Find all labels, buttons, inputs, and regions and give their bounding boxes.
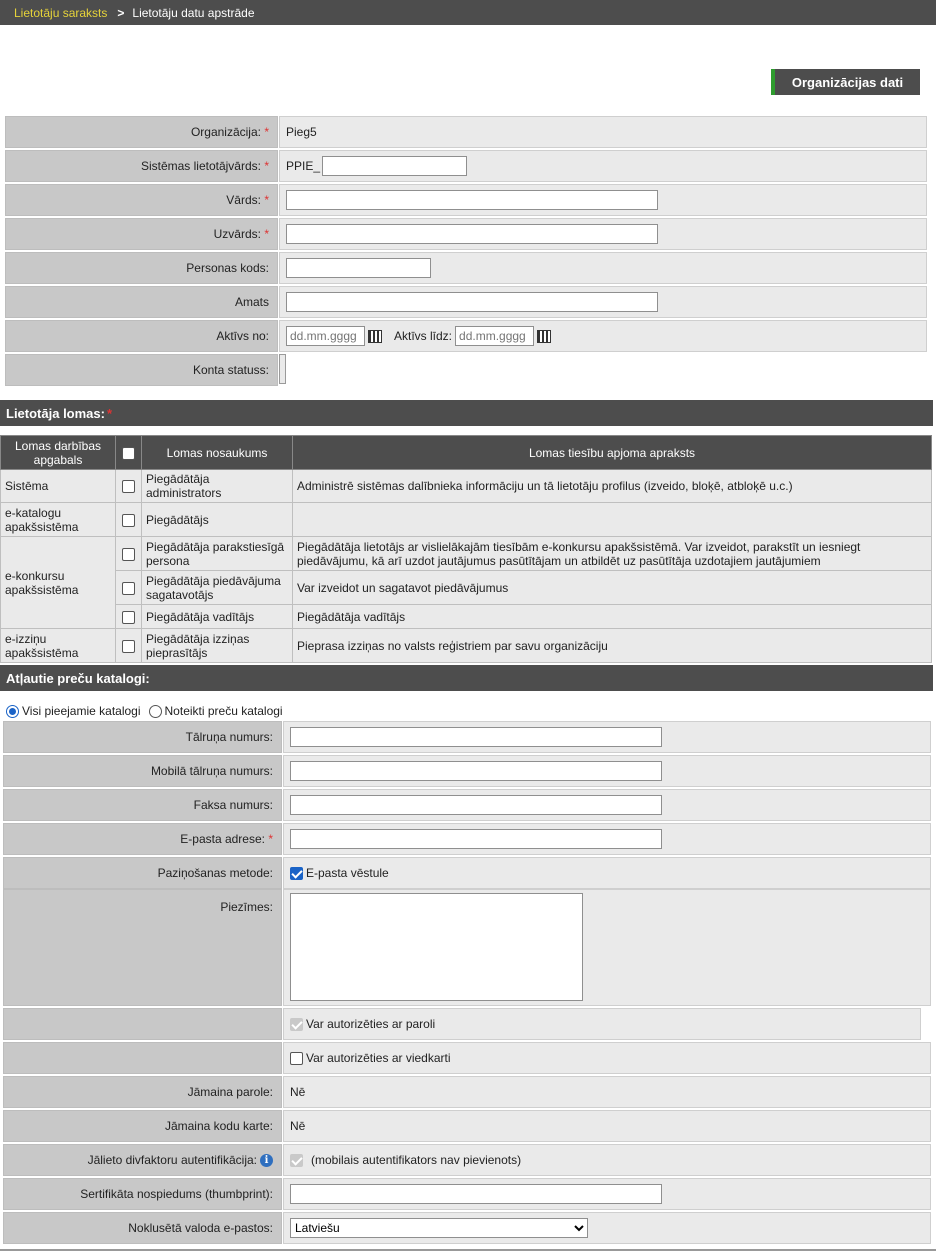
- fax-row: [3, 789, 931, 821]
- table-row: [1, 605, 932, 629]
- role-name: Piegādātāja vadītājs: [142, 605, 293, 629]
- breadcrumb-separator: >: [117, 5, 125, 20]
- username-label: Sistēmas lietotājvārds:: [140, 159, 261, 173]
- username-input[interactable]: [322, 156, 467, 176]
- account-status-row: [5, 354, 927, 386]
- email-input[interactable]: [290, 829, 662, 849]
- table-row: [1, 571, 932, 605]
- info-icon[interactable]: i: [260, 1154, 273, 1167]
- calendar-icon[interactable]: [368, 330, 382, 343]
- notes-label: Piezīmes:: [220, 900, 273, 914]
- role-name: Piegādātāja piedāvājuma sagatavotājs: [142, 571, 293, 605]
- two-factor-checkbox: [290, 1154, 303, 1167]
- change-password-row: [3, 1076, 931, 1108]
- position-input[interactable]: [286, 292, 658, 312]
- notify-email-label: E-pasta vēstule: [306, 866, 389, 880]
- roles-table: [0, 435, 932, 663]
- fax-label: Faksa numurs:: [193, 798, 273, 812]
- mobile-label: Mobilā tālruņa numurs:: [150, 764, 273, 778]
- change-code-card-label: Jāmaina kodu karte:: [164, 1119, 273, 1133]
- mobile-row: [3, 755, 931, 787]
- username-row: [5, 150, 927, 182]
- role-area: Sistēma: [1, 470, 116, 503]
- phone-input[interactable]: [290, 727, 662, 747]
- phone-label: Tālruņa numurs:: [185, 730, 273, 744]
- active-from-input[interactable]: [286, 326, 365, 346]
- position-label: Amats: [234, 295, 269, 309]
- auth-card-label: Var autorizēties ar viedkarti: [306, 1051, 451, 1065]
- language-select[interactable]: [290, 1218, 588, 1238]
- first-name-row: [5, 184, 927, 216]
- email-label: E-pasta adrese:: [180, 832, 265, 846]
- role-area: e-izziņu apakšsistēma: [1, 629, 116, 663]
- role-description: Pieprasa izziņas no valsts reģistriem par savu organizāciju: [293, 629, 932, 663]
- table-row: [1, 537, 932, 571]
- account-status-label: Konta statuss:: [192, 363, 269, 377]
- table-row: [1, 470, 932, 503]
- notify-email-checkbox[interactable]: [290, 867, 303, 880]
- thumbprint-input[interactable]: [290, 1184, 662, 1204]
- required-mark: *: [264, 125, 269, 139]
- two-factor-note: (mobilais autentifikators nav pievienots): [311, 1153, 522, 1167]
- active-to-label: Aktīvs līdz:: [394, 329, 453, 343]
- roles-section-header: [0, 400, 933, 426]
- auth-password-row: [3, 1008, 921, 1040]
- two-factor-label: Jālieto divfaktoru autentifikācija:: [87, 1153, 257, 1167]
- change-code-card-row: [3, 1110, 931, 1142]
- email-row: [3, 823, 931, 855]
- last-name-label: Uzvārds:: [213, 227, 261, 241]
- organization-value: Pieg5: [286, 125, 317, 139]
- language-row: [3, 1212, 931, 1244]
- radio-all-catalogs-label[interactable]: Visi pieejamie katalogi: [22, 704, 141, 718]
- notify-row: [3, 857, 931, 889]
- organization-data-button[interactable]: Organizācijas dati: [771, 69, 920, 95]
- username-prefix: PPIE_: [286, 159, 321, 173]
- catalog-options: [6, 703, 283, 719]
- account-status-value: [279, 354, 286, 384]
- personal-code-input[interactable]: [286, 258, 431, 278]
- role-description: [293, 503, 932, 537]
- select-all-checkbox[interactable]: [122, 447, 135, 460]
- active-period-row: [5, 320, 927, 352]
- first-name-input[interactable]: [286, 190, 658, 210]
- catalogs-section-title: Atļautie preču katalogi:: [6, 670, 150, 686]
- phone-row: [3, 721, 931, 753]
- role-name: Piegādātājs: [142, 503, 293, 537]
- calendar-icon[interactable]: [537, 330, 551, 343]
- change-code-card-value: Nē: [290, 1119, 306, 1133]
- role-checkbox[interactable]: [122, 611, 135, 624]
- breadcrumb-current: Lietotāju datu apstrāde: [132, 5, 255, 20]
- table-row: [1, 629, 932, 663]
- fax-input[interactable]: [290, 795, 662, 815]
- role-area: e-katalogu apakšsistēma: [1, 503, 116, 537]
- header-role-name: Lomas nosaukums: [142, 436, 293, 470]
- required-mark: *: [264, 227, 269, 241]
- thumbprint-label: Sertifikāta nospiedums (thumbprint):: [80, 1187, 273, 1201]
- table-row: [1, 503, 932, 537]
- breadcrumb: [0, 0, 936, 25]
- auth-card-row: [3, 1042, 931, 1074]
- active-from-label: Aktīvs no:: [216, 329, 269, 343]
- auth-password-label: Var autorizēties ar paroli: [306, 1017, 436, 1031]
- catalogs-section-header: [0, 665, 933, 691]
- thumbprint-row: [3, 1178, 931, 1210]
- radio-all-catalogs[interactable]: [6, 705, 19, 718]
- header-role-description: Lomas tiesību apjoma apraksts: [293, 436, 932, 470]
- radio-specific-catalogs-label[interactable]: Noteikti preču katalogi: [164, 704, 283, 718]
- required-mark: *: [106, 405, 113, 421]
- notify-label: Paziņošanas metode:: [157, 866, 273, 880]
- role-checkbox[interactable]: [122, 548, 135, 561]
- auth-password-checkbox: [290, 1018, 303, 1031]
- bottom-divider: [0, 1249, 936, 1251]
- role-checkbox[interactable]: [122, 640, 135, 653]
- role-name: Piegādātāja parakstiesīgā persona: [142, 537, 293, 571]
- change-password-value: Nē: [290, 1085, 306, 1099]
- breadcrumb-link-user-list[interactable]: Lietotāju saraksts: [14, 5, 108, 20]
- role-area: e-konkursu apakšsistēma: [1, 537, 116, 629]
- role-name: Piegādātāja administrators: [142, 470, 293, 503]
- personal-code-row: [5, 252, 927, 284]
- role-checkbox[interactable]: [122, 514, 135, 527]
- role-description: Piegādātāja lietotājs ar vislielākajām tiesībām e-konkursu apakšsistēmā. Var izveidot, parakstīt un iesniegt piedāvājumu, kā arī uzdot jautājumus pasūtītājam un atbildēt uz pasūtītāja uzdotajiem jautājumiem: [293, 537, 932, 571]
- role-description: Var izveidot un sagatavot piedāvājumus: [293, 571, 932, 605]
- auth-card-checkbox[interactable]: [290, 1052, 303, 1065]
- change-password-label: Jāmaina parole:: [187, 1085, 273, 1099]
- header-area: Lomas darbības apgabals: [1, 436, 116, 470]
- position-row: [5, 286, 927, 318]
- required-mark: *: [268, 832, 273, 846]
- notes-row: [3, 889, 931, 1006]
- organization-row: [5, 116, 927, 148]
- last-name-row: [5, 218, 927, 250]
- role-checkbox[interactable]: [122, 582, 135, 595]
- two-factor-row: [3, 1144, 931, 1176]
- required-mark: *: [264, 193, 269, 207]
- role-description: Administrē sistēmas dalībnieka informāciju un tā lietotāju profilus (izveido, bloķē, atbloķē u.c.): [293, 470, 932, 503]
- personal-code-label: Personas kods:: [186, 261, 269, 275]
- required-mark: *: [264, 159, 269, 173]
- role-description: Piegādātāja vadītājs: [293, 605, 932, 629]
- role-name: Piegādātāja izziņas pieprasītājs: [142, 629, 293, 663]
- mobile-input[interactable]: [290, 761, 662, 781]
- role-checkbox[interactable]: [122, 480, 135, 493]
- notes-textarea[interactable]: [290, 893, 583, 1001]
- roles-section-title: Lietotāja lomas:: [6, 405, 105, 421]
- radio-specific-catalogs[interactable]: [149, 705, 162, 718]
- first-name-label: Vārds:: [226, 193, 261, 207]
- language-label: Noklusētā valoda e-pastos:: [128, 1221, 273, 1235]
- active-to-input[interactable]: [455, 326, 534, 346]
- last-name-input[interactable]: [286, 224, 658, 244]
- organization-label: Organizācija:: [190, 125, 261, 139]
